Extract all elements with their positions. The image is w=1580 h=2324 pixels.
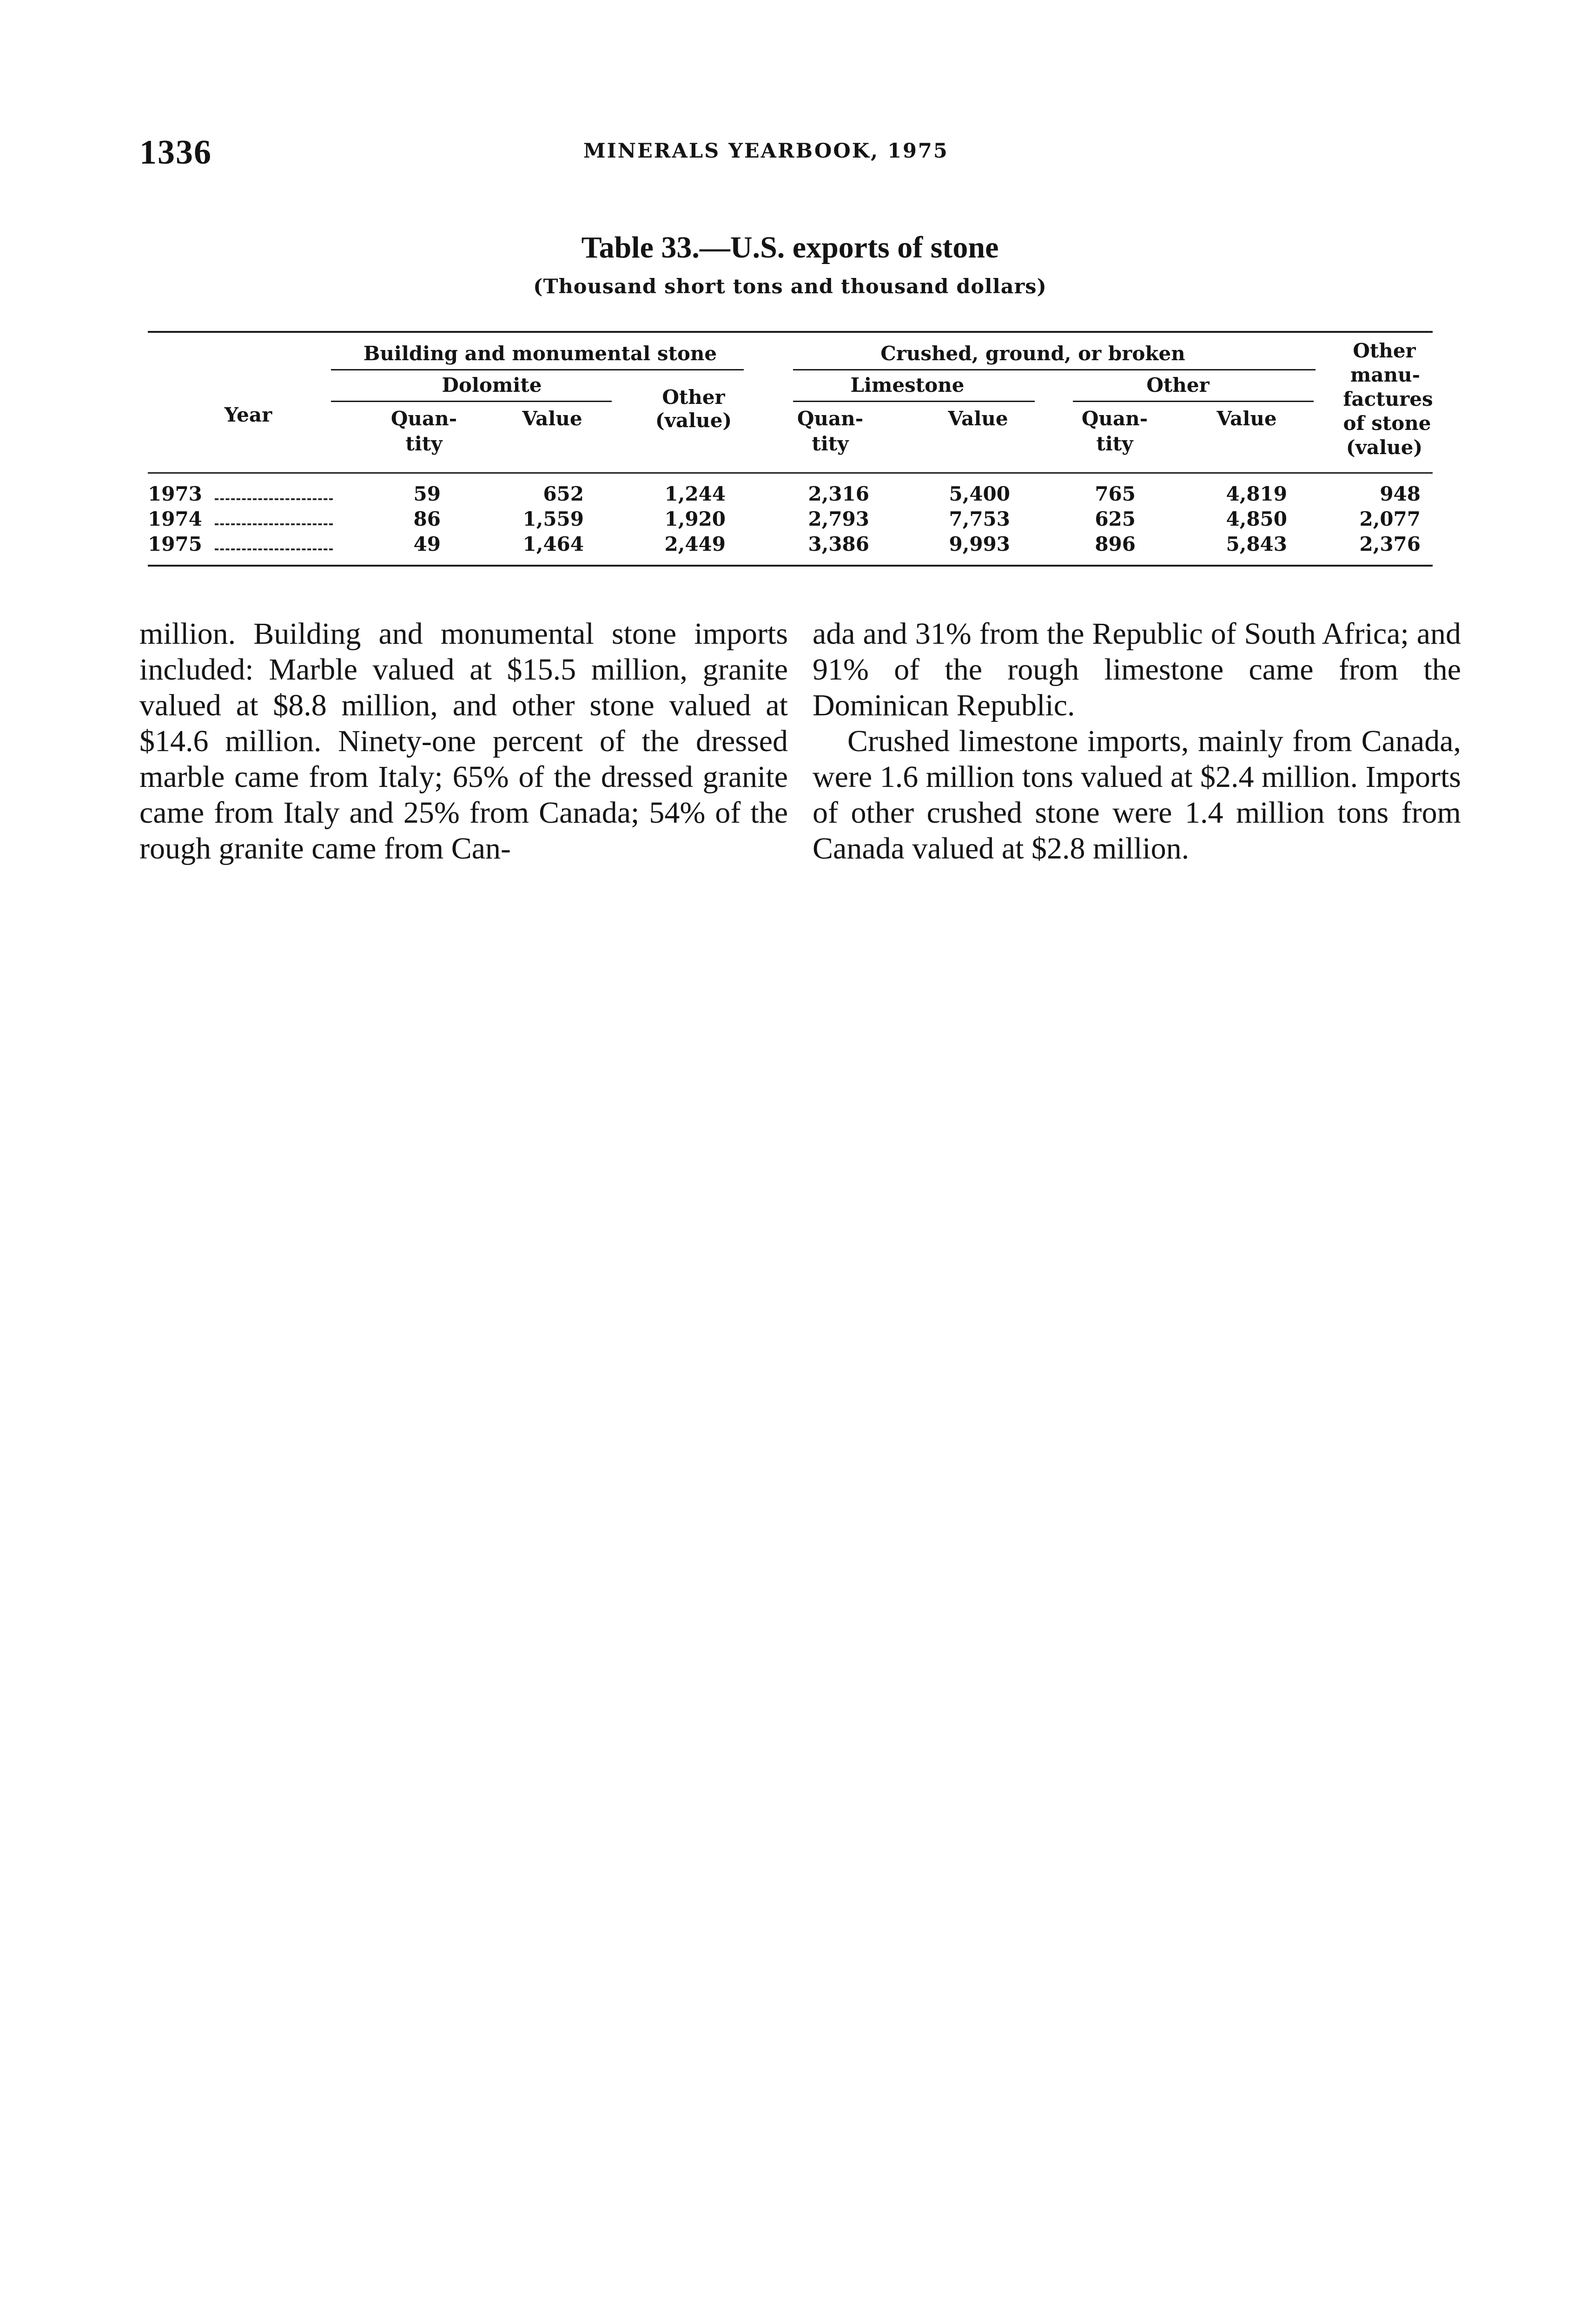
- header-limestone-value: Value: [948, 407, 1008, 430]
- body-paragraph: ada and 31% from the Republic of South Africa; and 91% of the rough limestone came from the Dominican Republic.: [813, 617, 1461, 722]
- header-crushed-group: Crushed, ground, or broken: [880, 342, 1185, 365]
- header-manufactures-2: manu-: [1350, 363, 1421, 386]
- cell-year: 1975: [148, 533, 202, 555]
- header-manufactures-1: Other: [1353, 339, 1416, 362]
- dolomite-rule: [331, 401, 612, 402]
- body-column-left: [139, 616, 788, 866]
- year-leader: [215, 523, 333, 525]
- table-subtitle: (Thousand short tons and thousand dollars): [533, 275, 1047, 298]
- body-column-right: [813, 616, 1461, 866]
- cell-other-quantity: 625: [1095, 508, 1136, 530]
- header-dolomite-quantity-1: Quan-: [390, 407, 457, 430]
- body-paragraph: million. Building and monumental stone imports included: Marble valued at $15.5 million, granite valued at $8.8 million, and other stone valued at $14.6 million. Ninety-one percent of the dressed marble came from Italy; 65% of the dressed granite came from Italy and 25% from Canada; 54% of the rough granite came from Can-: [139, 617, 788, 865]
- header-manufactures-5: (value): [1346, 436, 1423, 459]
- cell-manufactures: 2,077: [1359, 508, 1421, 530]
- cell-other-quantity: 896: [1095, 533, 1136, 555]
- header-other-crushed: Other: [1146, 374, 1210, 396]
- cell-limestone-quantity: 2,793: [808, 508, 869, 530]
- cell-dolomite-value: 1,559: [522, 508, 584, 530]
- cell-manufactures: 948: [1380, 482, 1421, 505]
- cell-building-other: 2,449: [664, 533, 726, 555]
- header-limestone-quantity-2: tity: [812, 432, 849, 455]
- cell-building-other: 1,920: [664, 508, 726, 530]
- building-group-rule: [331, 369, 744, 370]
- table-title: Table 33.—U.S. exports of stone: [581, 231, 999, 264]
- cell-other-value: 5,843: [1226, 533, 1287, 555]
- header-building-other-2: (value): [655, 409, 732, 432]
- header-building-group: Building and monumental stone: [363, 342, 717, 365]
- header-dolomite: Dolomite: [442, 374, 542, 396]
- header-manufactures-3: factures: [1343, 388, 1433, 410]
- header-dolomite-value: Value: [522, 407, 582, 430]
- cell-dolomite-quantity: 59: [413, 482, 441, 505]
- cell-dolomite-quantity: 86: [413, 508, 441, 530]
- header-manufactures-4: of stone: [1343, 412, 1431, 435]
- header-limestone: Limestone: [850, 374, 965, 396]
- header-building-other-1: Other: [662, 386, 725, 409]
- cell-limestone-quantity: 2,316: [808, 482, 869, 505]
- cell-other-value: 4,850: [1226, 508, 1287, 530]
- cell-dolomite-quantity: 49: [413, 533, 441, 555]
- year-leader: [215, 498, 333, 500]
- cell-other-value: 4,819: [1226, 482, 1287, 505]
- cell-building-other: 1,244: [664, 482, 726, 505]
- cell-limestone-value: 9,993: [949, 533, 1010, 555]
- year-leader: [215, 548, 333, 550]
- other-crushed-rule: [1073, 401, 1314, 402]
- header-dolomite-quantity-2: tity: [405, 432, 443, 455]
- header-other-quantity-1: Quan-: [1081, 407, 1148, 430]
- cell-dolomite-value: 1,464: [522, 533, 584, 555]
- cell-dolomite-value: 652: [543, 482, 584, 505]
- cell-limestone-value: 7,753: [949, 508, 1010, 530]
- header-other-quantity-2: tity: [1096, 432, 1133, 455]
- table-bottom-rule: [148, 565, 1433, 567]
- running-head: MINERALS YEARBOOK, 1975: [583, 139, 949, 163]
- cell-limestone-quantity: 3,386: [808, 533, 869, 555]
- cell-manufactures: 2,376: [1359, 533, 1421, 555]
- cell-year: 1974: [148, 508, 202, 530]
- crushed-group-rule: [793, 369, 1316, 370]
- header-bottom-rule: [148, 472, 1433, 474]
- table-top-rule: [148, 331, 1433, 333]
- cell-year: 1973: [148, 482, 202, 505]
- header-year: Year: [224, 403, 272, 426]
- header-other-value: Value: [1216, 407, 1277, 430]
- header-limestone-quantity-1: Quan-: [797, 407, 864, 430]
- page-number: 1336: [139, 133, 212, 172]
- body-paragraph: Crushed limestone imports, mainly from Canada, were 1.6 million tons valued at $2.4 million. Imports of other crushed stone were 1.4 million tons from Canada valued at $2.8 million.: [813, 724, 1461, 865]
- cell-limestone-value: 5,400: [949, 482, 1010, 505]
- cell-other-quantity: 765: [1095, 482, 1136, 505]
- limestone-rule: [793, 401, 1035, 402]
